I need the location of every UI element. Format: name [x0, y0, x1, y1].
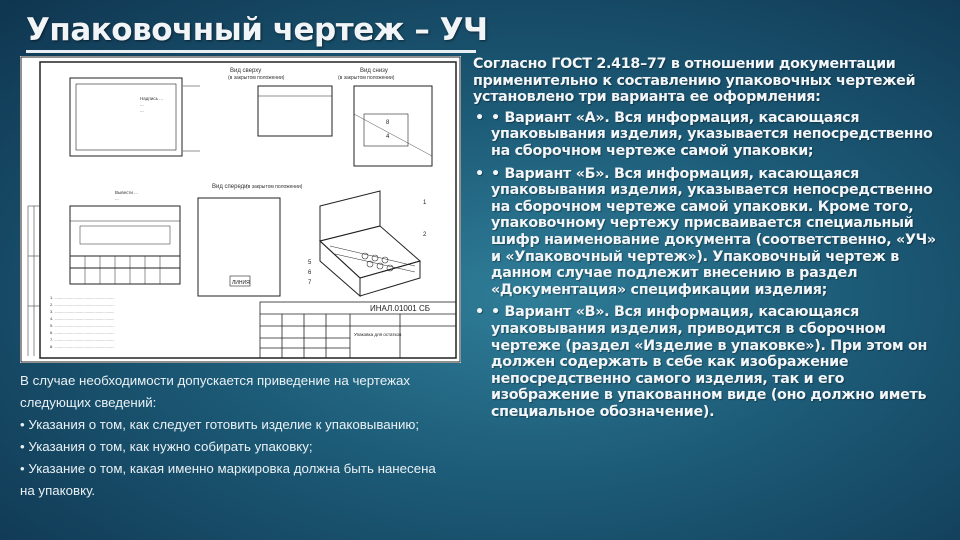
svg-text:6: 6 — [308, 270, 312, 276]
bullet-icon: • — [475, 165, 484, 182]
variant-text: • Вариант «А». Вся информация, касающаяся упаковывания изделия, указывается непосредственно на сборочном чертеже самой упаковки; — [491, 109, 933, 159]
svg-text:5: 5 — [308, 260, 312, 266]
svg-text:4: 4 — [386, 134, 390, 140]
svg-text:...: ... — [140, 102, 144, 107]
packaging-drawing-image — [20, 56, 461, 363]
variant-item-a — [473, 110, 943, 160]
view-bottom-sub-label: (в закрытом положении) — [338, 75, 395, 81]
variants-text-block — [473, 56, 943, 426]
note-line: • Указание о том, какая именно маркировка должна быть нанесена на упаковку. — [20, 461, 436, 498]
note-line: • Указания о том, как следует готовить изделие к упаковыванию; — [20, 417, 420, 432]
svg-text:2. ...........................: 2. ...................................................... — [50, 302, 115, 307]
svg-text:Надпись ...: Надпись ... — [140, 96, 163, 101]
view-top-label: Вид сверху — [230, 68, 262, 74]
note-block — [20, 370, 450, 502]
svg-text:7. ...........................: 7. ...................................................... — [50, 337, 115, 342]
note-line: В случае необходимости допускается приведение на чертежах следующих сведений: — [20, 373, 411, 410]
slide-title: Упаковочный чертеж – УЧ — [26, 12, 488, 48]
svg-text:3. ...........................: 3. ...................................................... — [50, 309, 115, 314]
view-bottom-label: Вид снизу — [360, 68, 388, 74]
stamp-code: ИНАЛ.01001 СБ — [370, 304, 431, 313]
note-line: • Указания о том, как нужно собирать упаковку; — [20, 439, 313, 454]
svg-text:1. ...........................: 1. ...................................................... — [50, 295, 115, 300]
plate-label: ЛИНИЯ — [232, 280, 250, 286]
title-underline — [26, 50, 476, 53]
bullet-icon: • — [475, 304, 484, 321]
svg-text:...: ... — [140, 108, 144, 113]
svg-text:4. ...........................: 4. ...................................................... — [50, 316, 115, 321]
svg-text:2: 2 — [423, 232, 427, 238]
stamp-title: Упаковка для остатков — [354, 332, 402, 337]
svg-text:1: 1 — [423, 200, 427, 206]
variants-list — [473, 110, 943, 421]
variant-item-b — [473, 166, 943, 299]
svg-text:5. ...........................: 5. ...................................................... — [50, 323, 115, 328]
view-front-label: Вид спереди — [212, 184, 248, 190]
bullet-icon: • — [475, 109, 484, 126]
variant-item-c — [473, 304, 943, 420]
svg-text:6. ...........................: 6. ...................................................... — [50, 330, 115, 335]
view-top-sub-label: (в закрытом положении) — [228, 75, 285, 81]
intro-paragraph: Согласно ГОСТ 2.418–77 в отношении документации применительно к составлению упаковочных чертежей установлено три варианта ее оформления: — [473, 56, 916, 106]
svg-text:Вывести ...: Вывести ... — [115, 190, 138, 195]
variant-text: • Вариант «Б». Вся информация, касающаяся упаковывания изделия, указывается непосредственно на сборочном чертеже самой упаковки. Кроме того, упаковочному чертежу присваивается специальный шифр наименование документа (соответственно, «УЧ» и «Упаковочный чертеж»). Упаковочный чертеж в данном случае подлежит внесению в раздел «Документация» спецификации изделия; — [491, 165, 936, 298]
svg-text:...: ... — [115, 196, 119, 201]
view-front-sub-label: (в закрытом положении) — [246, 184, 303, 190]
svg-text:8: 8 — [386, 120, 390, 126]
variant-text: • Вариант «В». Вся информация, касающаяся упаковывания изделия, приводится в сборочном чертеже (раздел «Изделие в упаковке»). При этом он должен содержать в себе как изображение непосредственно самого изделия, так и его изображение в упакованном виде (оно должно иметь специальное обозначение). — [491, 304, 928, 420]
svg-text:8. ...........................: 8. ...................................................... — [50, 344, 115, 349]
svg-text:7: 7 — [308, 280, 312, 286]
